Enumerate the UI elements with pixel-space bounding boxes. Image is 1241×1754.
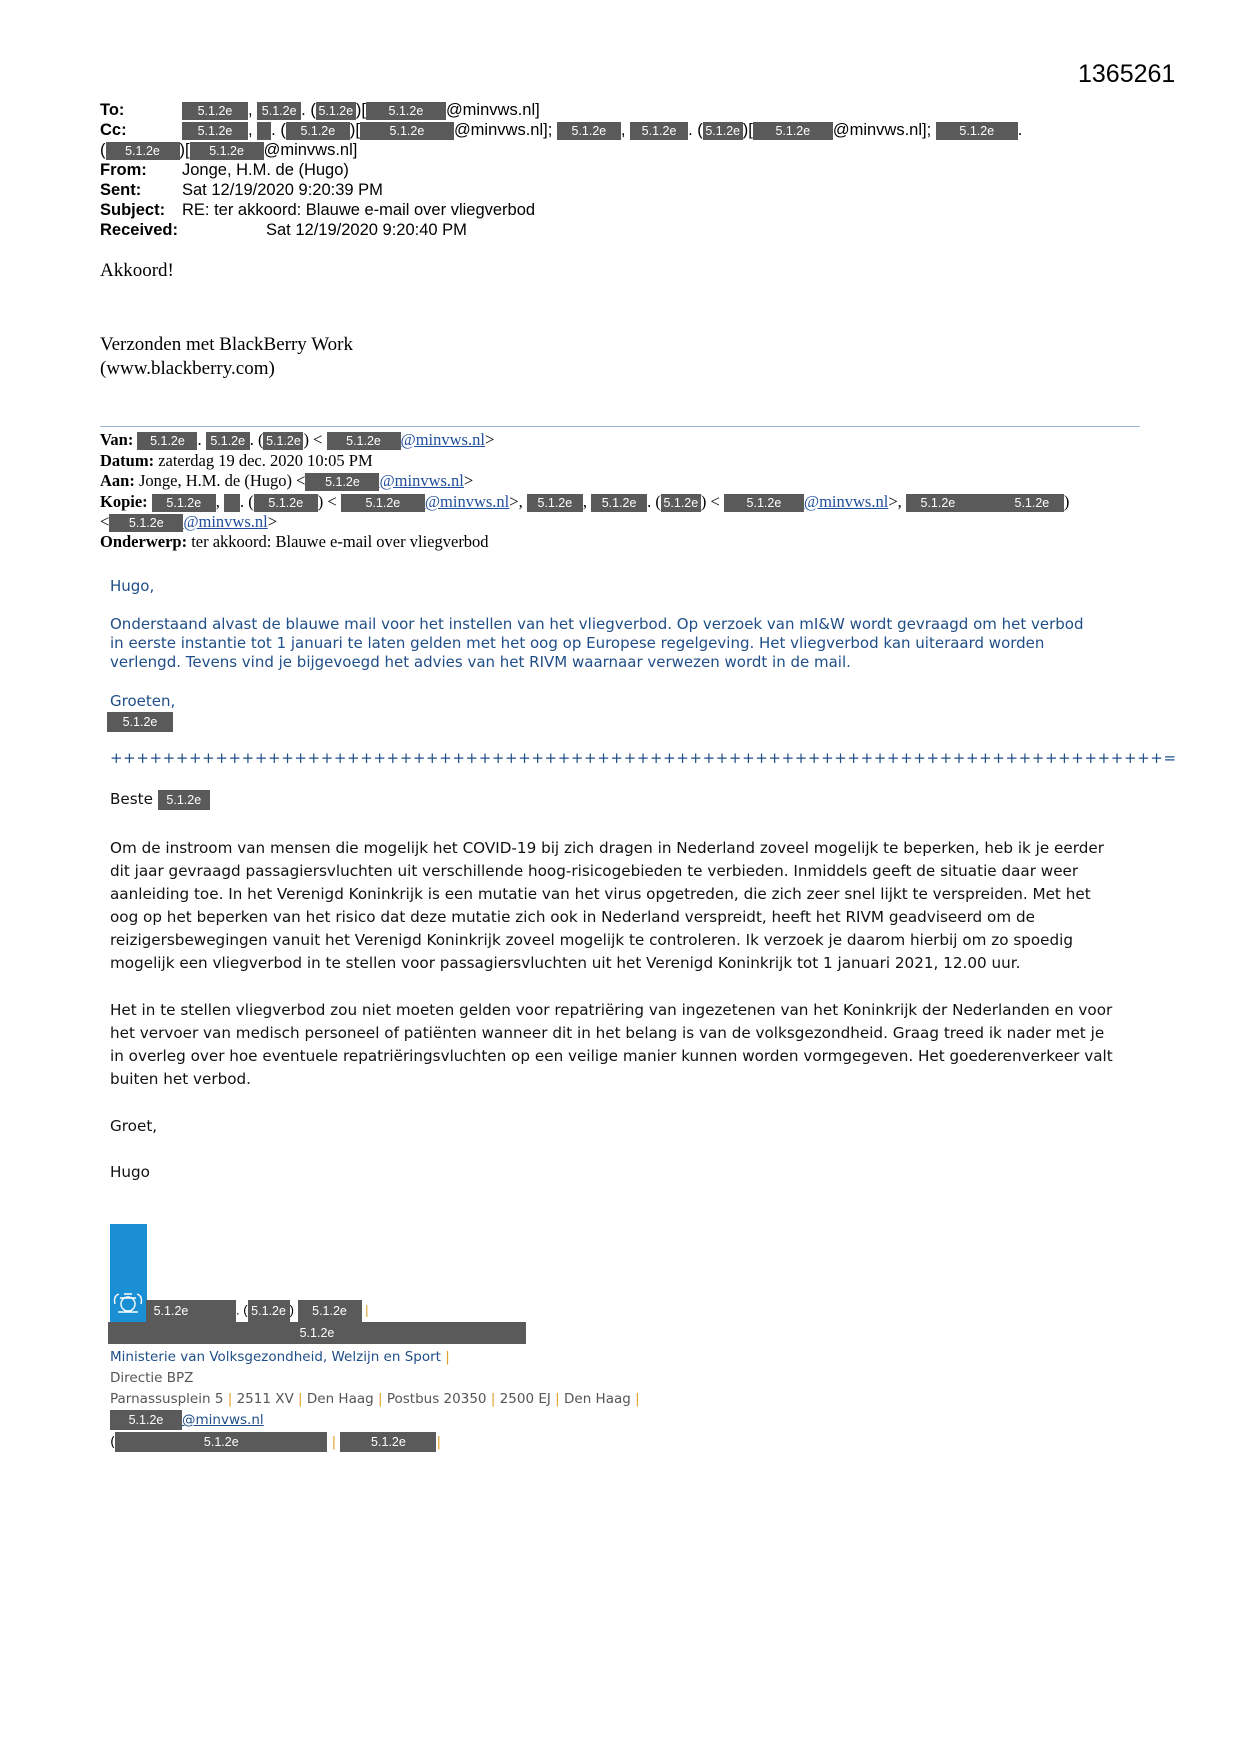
ministry-name — [110, 1349, 450, 1365]
to-label: To: — [100, 101, 125, 119]
sent-line — [100, 180, 383, 200]
address-line — [110, 1391, 640, 1407]
directorate: Directie BPZ — [110, 1370, 194, 1386]
letter-paragraph-2 — [110, 999, 1130, 1091]
redaction — [970, 494, 1000, 512]
letter-paragraph-1 — [110, 837, 1130, 975]
aan-label: Aan: — [100, 471, 135, 490]
note-line: in eerste instantie tot 1 januari te laten gelden met het oog op Europese regelgeving. Het vliegverbod kan uiteraard worden — [110, 634, 1045, 652]
redaction: 5.1.2e — [110, 1410, 182, 1430]
signature-title-redaction — [108, 1322, 526, 1344]
received-line — [100, 220, 467, 240]
redaction: 5.1.2e — [286, 122, 350, 140]
letter-line: dit jaar gevraagd passagiersvluchten uit verschillende hoog-risicogebieden te verbieden. Inmiddels geeft de situatie daar weer — [110, 862, 1079, 880]
address-part: 2511 XV — [236, 1391, 294, 1407]
divider — [100, 426, 1140, 427]
letter-line: aanleiding toe. In het Verenigd Koninkrijk is een mutatie van het virus opgetreden, die zich zeer snel lijkt te verspreiden. Met het — [110, 885, 1091, 903]
to-domain: @minvws.nl] — [445, 101, 540, 119]
datum-label: Datum: — [100, 451, 155, 470]
redaction: 5.1.2e — [257, 102, 301, 120]
redaction: 5.1.2e — [527, 494, 583, 512]
salutation-text: Beste — [110, 790, 153, 808]
pipe: | — [555, 1391, 560, 1407]
aan-line — [100, 471, 473, 491]
pipe: | — [436, 1434, 441, 1450]
letter-line: reizigersbewegingen vanuit het Verenigd Koninkrijk zoveel mogelijk te controleren. Ik verzoek je daarom hierbij om zo spoedig — [110, 931, 1074, 949]
redaction — [224, 494, 240, 512]
from-line — [100, 160, 349, 180]
letter-salutation — [110, 788, 1130, 811]
document-number: 1365261 — [1078, 60, 1176, 88]
pipe: | — [331, 1434, 337, 1450]
redaction: 5.1.2e — [661, 494, 701, 512]
kopie-email-link-2[interactable]: @minvws.nl — [803, 492, 889, 511]
redaction: 5.1.2e — [591, 494, 647, 512]
redaction: 5.1.2e — [206, 432, 250, 450]
redaction: 5.1.2e — [366, 102, 446, 120]
subject-value: RE: ter akkoord: Blauwe e-mail over vliegverbod — [182, 201, 536, 219]
redaction: 5.1.2e — [182, 102, 248, 120]
onderwerp-value: ter akkoord: Blauwe e-mail over vliegverbod — [191, 532, 489, 551]
redaction: 5.1.2e — [341, 494, 425, 512]
redaction: 5.1.2e — [146, 1300, 196, 1322]
pipe: | — [635, 1391, 640, 1407]
signature-email-link[interactable]: @minvws.nl — [182, 1412, 264, 1428]
kopie-email-link[interactable]: @minvws.nl — [424, 492, 510, 511]
letter-closing: Groet, — [110, 1117, 158, 1135]
ministry-text: Ministerie van Volksgezondheid, Welzijn en Sport — [110, 1349, 441, 1365]
redaction: 5.1.2e — [906, 494, 970, 512]
redaction: 5.1.2e — [360, 122, 454, 140]
redaction: 5.1.2e — [1000, 494, 1064, 512]
sent-label: Sent: — [100, 181, 142, 199]
redaction: 5.1.2e — [152, 494, 216, 512]
kopie-line-2: < 5.1.2e @minvws.nl> — [100, 512, 278, 531]
cc-line-2: ( 5.1.2e )[ 5.1.2e @minvws.nl] — [100, 141, 358, 159]
reply-signature-line2: (www.blackberry.com) — [100, 358, 275, 379]
letter-line: mogelijk een vliegverbod in te stellen voor passagiersvluchten uit het Verenigd Koninkrijk tot 1 januari 2021, 12.00 uur. — [110, 954, 1021, 972]
reply-signature-line1: Verzonden met BlackBerry Work — [100, 334, 353, 355]
redaction: 5.1.2e — [557, 122, 621, 140]
redaction: 5.1.2e — [248, 1300, 290, 1322]
ministry-logo — [110, 1224, 147, 1322]
note-greeting: Hugo, — [110, 577, 155, 595]
aan-email-link[interactable]: @minvws.nl — [379, 471, 464, 490]
redaction: 5.1.2e — [182, 122, 248, 140]
redaction: 5.1.2e — [630, 122, 688, 140]
kopie-line: Kopie: 5.1.2e , . ( 5.1.2e ) < 5.1.2e @minvws.nl>, 5.1.2e , 5.1.2e . ( 5.1.2e ) < 5.1.2e @minvws.nl>, 5.1.2e 5.1.2e ) — [100, 492, 1070, 511]
address-part: Postbus 20350 — [386, 1391, 487, 1407]
kopie-label: Kopie: — [100, 492, 148, 511]
bracket: > — [267, 512, 278, 531]
bracket: > — [484, 430, 495, 449]
address-part: 2500 EJ — [499, 1391, 551, 1407]
van-label: Van: — [100, 430, 134, 449]
signature-email — [110, 1410, 264, 1430]
subject-label: Subject: — [100, 201, 166, 219]
separator-line: ++++++++++++++++++++++++++++++++++++++++++++++++++++++++++++++++++++++++++++++++= — [110, 749, 1177, 767]
redaction: 5.1.2e — [158, 790, 210, 810]
pipe: | — [445, 1349, 450, 1365]
signature-phone — [110, 1432, 441, 1452]
sent-value: Sat 12/19/2020 9:20:39 PM — [182, 181, 383, 199]
redaction: 5.1.2e — [108, 1322, 526, 1344]
redaction: 5.1.2e — [254, 494, 318, 512]
to-line: To: 5.1.2e , 5.1.2e . ( 5.1.2e )[ 5.1.2e @minvws.nl] — [100, 101, 540, 119]
note-line: Onderstaand alvast de blauwe mail voor het instellen van het vliegverbod. Op verzoek van mI&W wordt gevraagd om het verbod — [110, 615, 1084, 633]
pipe: | — [365, 1302, 369, 1318]
note-line: verlengd. Tevens vind je bijgevoegd het advies van het RIVM waarnaar verwezen wordt in de mail. — [110, 653, 851, 671]
redaction: 5.1.2e — [298, 1300, 362, 1322]
address-part: Den Haag — [564, 1391, 631, 1407]
letter-line: in overleg over hoe eventuele repatriëringsvluchten op een veilige manier kunnen worden vormgegeven. Het goederenverkeer valt — [110, 1047, 1113, 1065]
bracket: > — [463, 471, 474, 490]
redaction: 5.1.2e — [340, 1432, 436, 1452]
note-paragraph — [110, 615, 1130, 672]
redaction: 5.1.2e — [316, 102, 356, 120]
redaction: 5.1.2e — [107, 712, 173, 732]
redaction: 5.1.2e — [327, 432, 401, 450]
van-line: Van: 5.1.2e . 5.1.2e . ( 5.1.2e ) < 5.1.2e @minvws.nl> — [100, 430, 495, 449]
redaction: 5.1.2e — [190, 142, 264, 160]
redaction: 5.1.2e — [724, 494, 804, 512]
paren: ( — [110, 1434, 116, 1450]
redaction: 5.1.2e — [936, 122, 1018, 140]
redaction: 5.1.2e — [753, 122, 833, 140]
received-label: Received: — [100, 221, 178, 239]
signature-name-row: 5.1.2e . ( 5.1.2e ) 5.1.2e | — [146, 1300, 369, 1322]
note-sender-redaction — [107, 712, 173, 732]
letter-line: Om de instroom van mensen die mogelijk het COVID-19 bij zich dragen in Nederland zoveel mogelijk te beperken, heb ik je eerder — [110, 839, 1104, 857]
van-email-link[interactable]: @minvws.nl — [400, 430, 485, 449]
redaction — [196, 1300, 236, 1322]
cc-domain-3: @minvws.nl] — [263, 141, 358, 159]
address-part: Den Haag — [306, 1391, 374, 1407]
pipe: | — [298, 1391, 303, 1407]
redaction: 5.1.2e — [703, 122, 743, 140]
pipe: | — [490, 1391, 496, 1407]
from-label: From: — [100, 161, 147, 179]
kopie-email-link-3[interactable]: @minvws.nl — [183, 512, 268, 531]
cc-domain-2: @minvws.nl]; — [832, 121, 932, 139]
note-closing: Groeten, — [110, 692, 176, 710]
cc-label: Cc: — [100, 121, 127, 139]
redaction: 5.1.2e — [263, 432, 303, 450]
address-part: Parnassusplein 5 — [110, 1391, 224, 1407]
cc-line: Cc: 5.1.2e , . ( 5.1.2e )[ 5.1.2e @minvws.nl]; 5.1.2e , 5.1.2e . ( 5.1.2e )[ 5.1.2e @minvws.nl]; 5.1.2e . — [100, 121, 1023, 139]
pipe: | — [378, 1391, 383, 1407]
letter-line: het vervoer van medisch personeel of patiënten wanneer dit in het belang is van de volksgezondheid. Graag treed ik nader met je — [110, 1024, 1105, 1042]
pipe: | — [227, 1391, 233, 1407]
redaction: 5.1.2e — [109, 514, 183, 532]
onderwerp-line — [100, 532, 489, 552]
reply-text: Akkoord! — [100, 260, 174, 281]
crest-icon — [110, 1224, 147, 1322]
redaction: 5.1.2e — [106, 142, 180, 160]
redaction: 5.1.2e — [115, 1432, 327, 1452]
received-value: Sat 12/19/2020 9:20:40 PM — [266, 221, 467, 239]
datum-line — [100, 451, 373, 471]
letter-line: Het in te stellen vliegverbod zou niet moeten gelden voor repatriëring van ingezetenen van het Koninkrijk der Nederlanden en voor — [110, 1001, 1113, 1019]
redaction: 5.1.2e — [305, 473, 379, 491]
subject-line — [100, 200, 535, 220]
letter-line: buiten het verbod. — [110, 1070, 251, 1088]
aan-value: Jonge, H.M. de (Hugo) < — [138, 471, 306, 490]
datum-value: zaterdag 19 dec. 2020 10:05 PM — [158, 451, 373, 470]
letter-line: oog op het beperken van het risico dat deze mutatie zich ook in Nederland verspreidt, heeft het RIVM geadviseerd om de — [110, 908, 1035, 926]
redaction: 5.1.2e — [137, 432, 197, 450]
redaction — [257, 122, 271, 140]
letter-name: Hugo — [110, 1163, 150, 1181]
onderwerp-label: Onderwerp: — [100, 532, 188, 551]
from-value: Jonge, H.M. de (Hugo) — [182, 161, 349, 179]
cc-domain: @minvws.nl]; — [453, 121, 553, 139]
